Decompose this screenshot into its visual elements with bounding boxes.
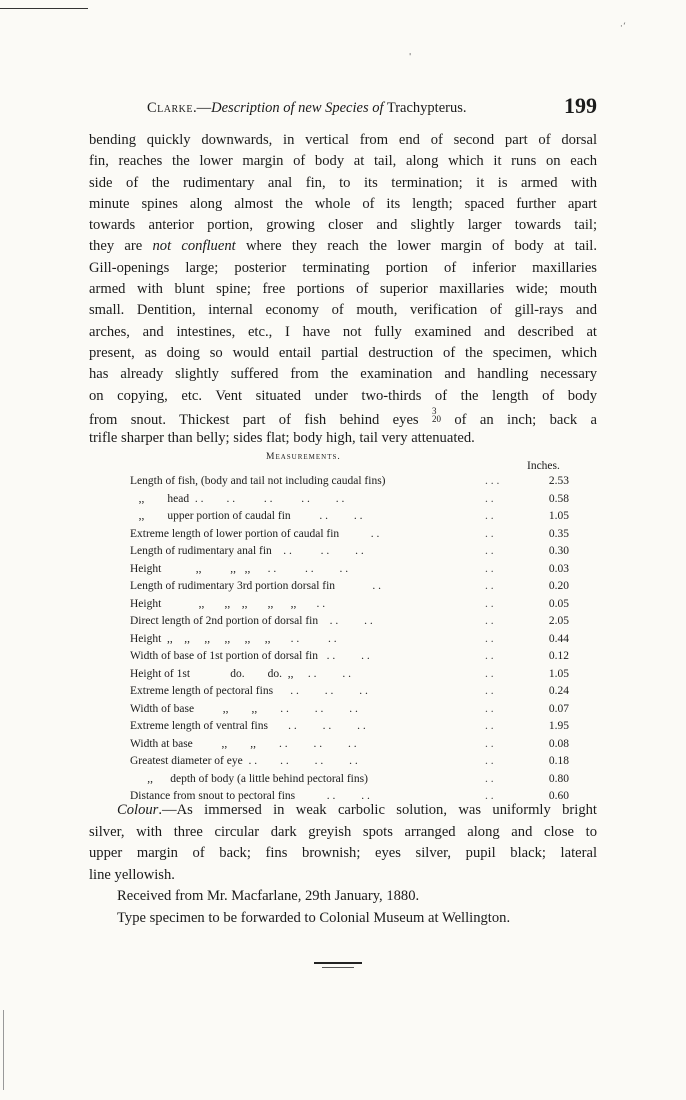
measurement-row [130, 526, 575, 544]
measurements-table [130, 473, 575, 806]
body-line [89, 800, 597, 822]
measurement-row [130, 718, 575, 736]
colour-paragraph [89, 800, 597, 929]
body-line [89, 236, 597, 257]
measurement-value: 0.44 [548, 632, 569, 645]
leader-dots: . . [485, 755, 494, 767]
fraction-denominator: 20 [432, 413, 441, 424]
margin-line [3, 1010, 4, 1090]
measurement-value: 0.24 [548, 685, 569, 697]
header-genus: Trachypterus. [386, 100, 467, 116]
leader-dots: . . [485, 545, 494, 557]
measurement-row [130, 771, 575, 789]
tick-mark: ' [409, 52, 412, 61]
measurement-label: Length of rudimentary anal fin . . . . . . [130, 545, 364, 557]
measurement-label: Width at base ,, ,, . . . . . . [130, 737, 357, 750]
measurement-label: ,, head . . . . . . . . . . [130, 492, 345, 505]
measurement-value: 0.58 [548, 492, 569, 505]
leader-dots: . . [485, 650, 494, 662]
body-line: side of the rudimentary anal fin, to its termination; it is armed with [89, 174, 597, 191]
measurement-row [130, 491, 575, 509]
measurement-value: 1.05 [548, 667, 569, 680]
units-header: Inches. [527, 460, 560, 472]
body-line: silver, with three circular dark greyish spots arranged along and close to [89, 823, 597, 840]
end-rule [322, 967, 354, 968]
measurement-value: 0.60 [548, 790, 569, 802]
emphasis-not-confluent: not confluent [152, 238, 236, 255]
measurement-row [130, 561, 575, 579]
page-number: 199 [564, 93, 597, 118]
body-line: arches, and intestines, etc., I have not fully examined and described at [89, 323, 597, 340]
header-author: Clarke [147, 100, 194, 116]
measurement-label: Extreme length of pectoral fins . . . . . . [130, 685, 368, 697]
measurement-row [130, 683, 575, 701]
body-text-run: from snout. Thickest part of fish behind eyes [89, 411, 419, 428]
measurement-row [130, 701, 575, 719]
measurement-label: Greatest diameter of eye . . . . . . . . [130, 755, 358, 767]
body-line: trifle sharper than belly; sides flat; body high, tail very attenuated. [89, 430, 475, 447]
measurement-value: 0.05 [548, 597, 569, 610]
description-paragraph [89, 130, 597, 449]
measurement-label: Width of base of 1st portion of dorsal fin . . . . [130, 650, 370, 662]
measurement-label: ,, depth of body (a little behind pectoral fins) [130, 772, 368, 785]
measurement-label: Height ,, ,, ,, ,, ,, . . [130, 597, 326, 610]
header-dash: .— [193, 100, 212, 116]
type-specimen-line: Type specimen to be forwarded to Colonial Museum at Wellington. [117, 909, 511, 926]
measurement-row [130, 648, 575, 666]
leader-dots: . . [485, 667, 494, 680]
measurement-value: 0.12 [548, 650, 569, 662]
body-text-run: of an inch; back a [454, 411, 597, 428]
leader-dots: . . [485, 790, 494, 802]
body-text-run: they are [89, 238, 143, 255]
body-line: towards anterior portion, growing closer and slightly larger towards tail; [89, 217, 597, 234]
received-line: Received from Mr. Macfarlane, 29th January, 1880. [117, 888, 420, 904]
measurement-value: 0.08 [548, 737, 569, 750]
measurement-value: 0.35 [548, 527, 569, 540]
measurement-label: Distance from snout to pectoral fins . . . . [130, 790, 370, 802]
body-text-run: where they reach the lower margin of body at tail. [245, 238, 597, 255]
header-title: Description of new Species of [211, 100, 384, 116]
measurement-label: Width of base ,, ,, . . . . . . [130, 702, 358, 715]
running-title [147, 100, 466, 117]
measurement-row [130, 543, 575, 561]
measurement-value: 1.95 [548, 720, 569, 732]
measurement-value: 0.30 [548, 545, 569, 557]
colour-dash: .— [158, 802, 177, 818]
leader-dots: . . [485, 510, 494, 522]
leader-dots: . . [485, 720, 494, 732]
measurement-value: 0.03 [548, 562, 569, 575]
leader-dots: . . [485, 737, 494, 750]
leader-dots: . . . [485, 475, 500, 487]
measurement-value: 1.05 [548, 510, 569, 522]
leader-dots: . . [485, 527, 494, 540]
leader-dots: . . [485, 615, 494, 627]
leader-dots: . . [485, 772, 494, 785]
leader-dots: . . [485, 632, 494, 645]
measurement-label: Height ,, ,, ,, . . . . . . [130, 562, 349, 575]
measurement-value: 2.05 [548, 615, 569, 627]
measurement-row [130, 736, 575, 754]
measurement-row [130, 508, 575, 526]
body-line: Gill-openings large; posterior terminating portion of inferior maxillaries [89, 259, 597, 276]
leader-dots: . . [485, 492, 494, 505]
measurement-row [130, 613, 575, 631]
leader-dots: . . [485, 597, 494, 610]
body-line: small. Dentition, internal economy of mouth, verification of gill-rays and [89, 302, 597, 319]
measurement-value: 0.07 [548, 702, 569, 715]
fraction-numerator: 3 [432, 405, 437, 416]
measurement-label: Length of fish, (body and tail not including caudal fins) [130, 475, 386, 487]
measurement-label: Extreme length of ventral fins . . . . . . [130, 720, 366, 732]
measurement-value: 2.53 [548, 475, 569, 487]
body-line: bending quickly downwards, in vertical from end of second part of dorsal [89, 132, 597, 148]
measurement-row [130, 631, 575, 649]
colour-label: Colour [117, 802, 159, 818]
measurement-row [130, 753, 575, 771]
leader-dots: . . [485, 562, 494, 575]
measurement-value: 0.18 [548, 755, 569, 767]
measurement-label: ,, upper portion of caudal fin . . . . [130, 510, 363, 522]
body-line: armed with blunt spine; free portions of superior maxillaries wide; mouth [89, 281, 597, 298]
leader-dots: . . [485, 580, 494, 592]
fraction [432, 407, 441, 423]
measurement-row [130, 473, 575, 491]
body-text-run: As immersed in weak carbolic solution, was uniformly bright [176, 802, 597, 818]
measurement-row [130, 578, 575, 596]
running-header [147, 93, 597, 120]
measurement-label: Direct length of 2nd portion of dorsal fin . . . . [130, 615, 373, 627]
measurement-label: Extreme length of lower portion of caudal fin . . [130, 527, 380, 540]
measurement-value: 0.80 [548, 772, 569, 785]
body-line: on copying, etc. Vent situated under two-thirds of the length of body [89, 387, 597, 404]
body-line: present, as doing so would entail partial destruction of the specimen, which [89, 344, 597, 361]
corner-mark: ·ʻ [620, 22, 626, 32]
body-line: line yellowish. [89, 866, 175, 883]
top-rule [0, 8, 88, 9]
body-line [89, 407, 597, 428]
body-line: has already slightly suffered from the examination and handling necessary [89, 366, 597, 383]
measurement-label: Height of 1st do. do. ,, . . . . [130, 667, 352, 680]
body-line: upper margin of back; fins brownish; eyes silver, pupil black; lateral [89, 845, 597, 861]
body-line: fin, reaches the lower margin of body at tail, along which it runs on each [89, 153, 597, 170]
measurement-label: Length of rudimentary 3rd portion dorsal fin . . [130, 580, 382, 592]
leader-dots: . . [485, 685, 494, 697]
measurement-row [130, 666, 575, 684]
end-rule [314, 962, 362, 964]
measurement-row [130, 596, 575, 614]
measurement-value: 0.20 [548, 580, 569, 592]
measurements-title: Measurements. [266, 452, 341, 462]
leader-dots: . . [485, 702, 494, 715]
measurement-label: Height ,, ,, ,, ,, ,, ,, . . . . [130, 632, 337, 645]
body-line: minute spines along almost the whole of its length; spaced further apart [89, 195, 597, 212]
